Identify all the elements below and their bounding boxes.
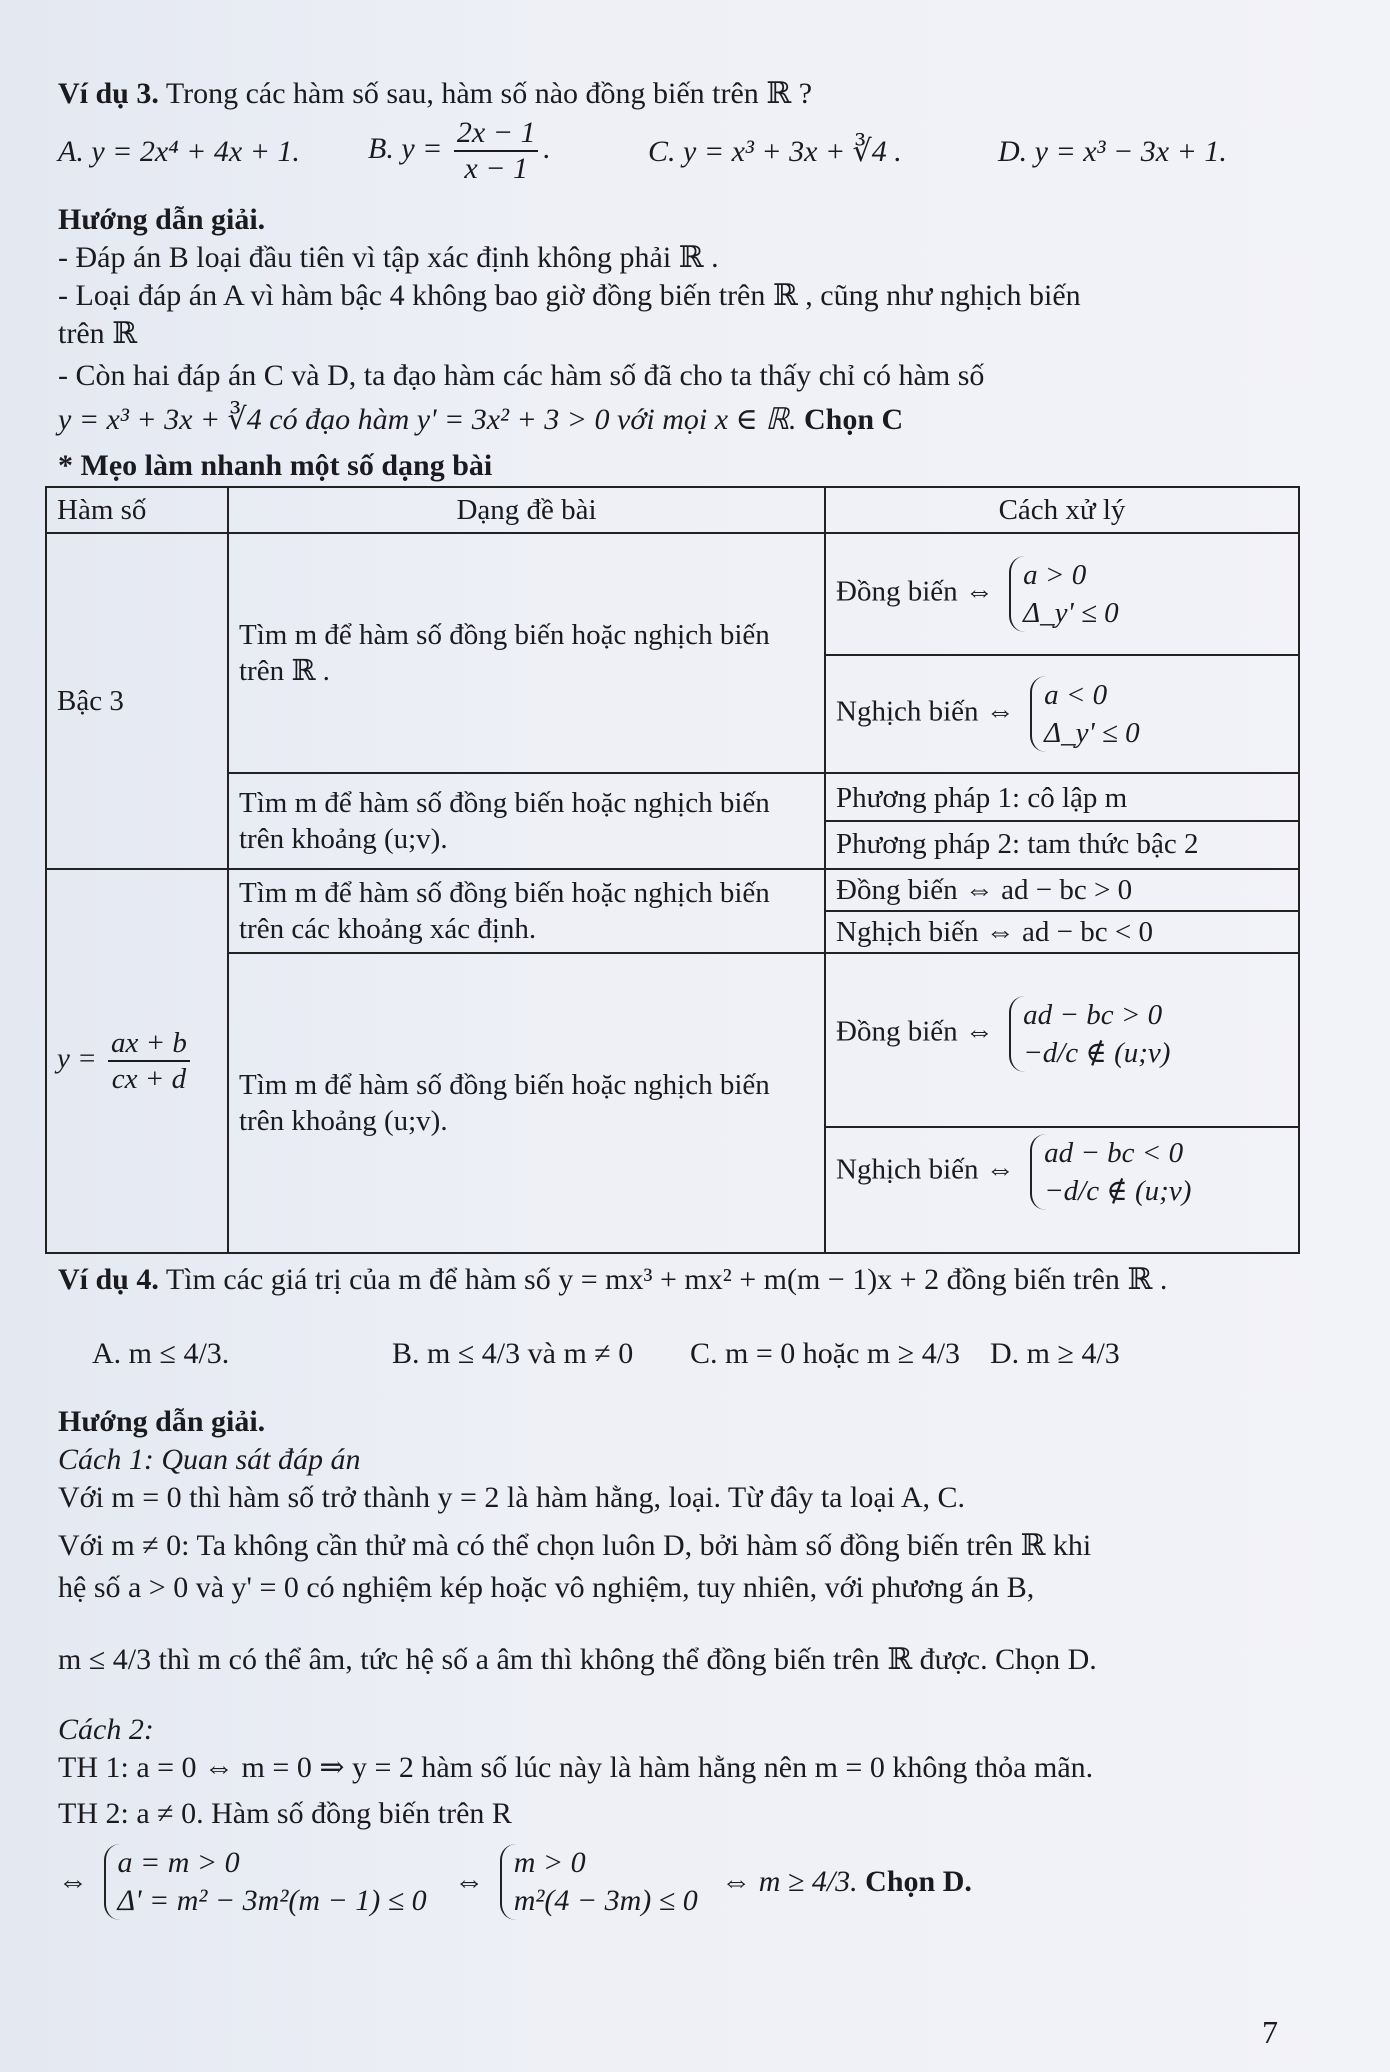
example-4-guide-title: Hướng dẫn giải. (58, 1405, 266, 1438)
option-b: B. y = $\frac{2x - 1}{x - 1}$ . (368, 116, 550, 185)
table-cell-homographic: y = $\frac{ax + b}{cx + d}$ (46, 869, 228, 1253)
option-a: A. y = 2x⁴ + 4x + 1. (58, 135, 300, 168)
option-c: C. y = x³ + 3x + ∛4 . (648, 135, 902, 168)
example-3-guide-title: Hướng dẫn giải. (58, 203, 266, 236)
method-1-line-4: m ≤ 4/3 thì m có thể âm, tức hệ số a âm thì không thể đồng biến trên ℝ được. Chọn D. (58, 1643, 1097, 1676)
example-3-line-2: - Loại đáp án A vì hàm bậc 4 không bao giờ đồng biến trên ℝ , cũng như nghịch biến (58, 279, 1081, 312)
table-header-task: Dạng đề bài (228, 487, 825, 533)
example-4-option-a: A. m ≤ 4/3. (92, 1337, 230, 1370)
table-cell-task-r1: Tìm m để hàm số đồng biến hoặc nghịch biến trên ℝ . (228, 533, 825, 773)
option-d: D. y = x³ − 3x + 1. (998, 135, 1227, 168)
table-cell-task-r3: Tìm m để hàm số đồng biến hoặc nghịch biến trên các khoảng xác định. (228, 869, 825, 953)
method-1-line-1: Với m = 0 thì hàm số trở thành y = 2 là hàm hằng, loại. Từ đây ta loại A, C. (58, 1481, 965, 1514)
table-header-function: Hàm số (46, 487, 228, 533)
method-2-line-2: TH 2: a ≠ 0. Hàm số đồng biến trên R (58, 1797, 512, 1830)
page-number: 7 (1262, 2014, 1278, 2050)
method-1-line-2: Với m ≠ 0: Ta không cần thử mà có thể chọn luôn D, bởi hàm số đồng biến trên ℝ khi (58, 1529, 1092, 1562)
example-4-option-c: C. m = 0 hoặc m ≥ 4/3 (690, 1337, 961, 1370)
table-cell-task-r2: Tìm m để hàm số đồng biến hoặc nghịch biến trên khoảng (u;v). (228, 773, 825, 869)
example-4-option-b: B. m ≤ 4/3 và m ≠ 0 (392, 1337, 634, 1370)
example-3-line-5: y = x³ + 3x + ∛4 có đạo hàm y' = 3x² + 3 > 0 với mọi x ∈ ℝ. Chọn C (58, 403, 904, 436)
example-3-line-3: trên ℝ (58, 317, 138, 350)
table-cell-r1-decreasing: Nghịch biến ⇔ a < 0 Δ_y' ≤ 0 (825, 655, 1299, 773)
table-cell-task-r4: Tìm m để hàm số đồng biến hoặc nghịch biến trên khoảng (u;v). (228, 953, 825, 1253)
tips-table (45, 486, 1300, 1254)
method-2-line-1: TH 1: a = 0 ⇔ m = 0 ⇒ y = 2 hàm số lúc này là hàm hằng nên m = 0 không thỏa mãn. (58, 1751, 1094, 1784)
tips-title: * Mẹo làm nhanh một số dạng bài (58, 449, 493, 482)
table-cell-r3-methods: Đồng biến ⇔ ad − bc > 0 Nghịch biến ⇔ ad − bc < 0 (825, 869, 1299, 953)
example-3-line-1: - Đáp án B loại đầu tiên vì tập xác định không phải ℝ . (58, 241, 719, 274)
method-1-line-3: hệ số a > 0 và y' = 0 có nghiệm kép hoặc vô nghiệm, tuy nhiên, với phương án B, (58, 1571, 1035, 1604)
example-3-line-4: - Còn hai đáp án C và D, ta đạo hàm các hàm số đã cho ta thấy chỉ có hàm số (58, 359, 985, 392)
table-cell-cubic: Bậc 3 (46, 533, 228, 869)
table-cell-r1-increasing: Đồng biến ⇔ a > 0 Δ_y' ≤ 0 (825, 533, 1299, 655)
example-3-heading: Ví dụ 3. Trong các hàm số sau, hàm số nào đồng biến trên ℝ ? (58, 77, 813, 110)
method-2-title: Cách 2: (58, 1713, 154, 1746)
method-1-title: Cách 1: Quan sát đáp án (58, 1443, 361, 1476)
table-cell-r4-methods: Đồng biến ⇔ ad − bc > 0 −d/c ∉ (u;v) Nghịch biến ⇔ ad − bc < 0 −d/c ∉ (u;v) (825, 953, 1299, 1253)
table-header-method: Cách xử lý (825, 487, 1299, 533)
method-2-systems: ⇔ a = m > 0 Δ' = m² − 3m²(m − 1) ≤ 0 ⇔ m > 0 m²(4 − 3m) ≤ 0 ⇔ m ≥ 4/3. Chọn D. (58, 1844, 972, 1920)
example-4-option-d: D. m ≥ 4/3 (990, 1337, 1120, 1370)
example-4-heading: Ví dụ 4. Tìm các giá trị của m để hàm số y = mx³ + mx² + m(m − 1)x + 2 đồng biến trên ℝ . (58, 1263, 1168, 1296)
table-cell-r2-methods: Phương pháp 1: cô lập m Phương pháp 2: tam thức bậc 2 (825, 773, 1299, 869)
